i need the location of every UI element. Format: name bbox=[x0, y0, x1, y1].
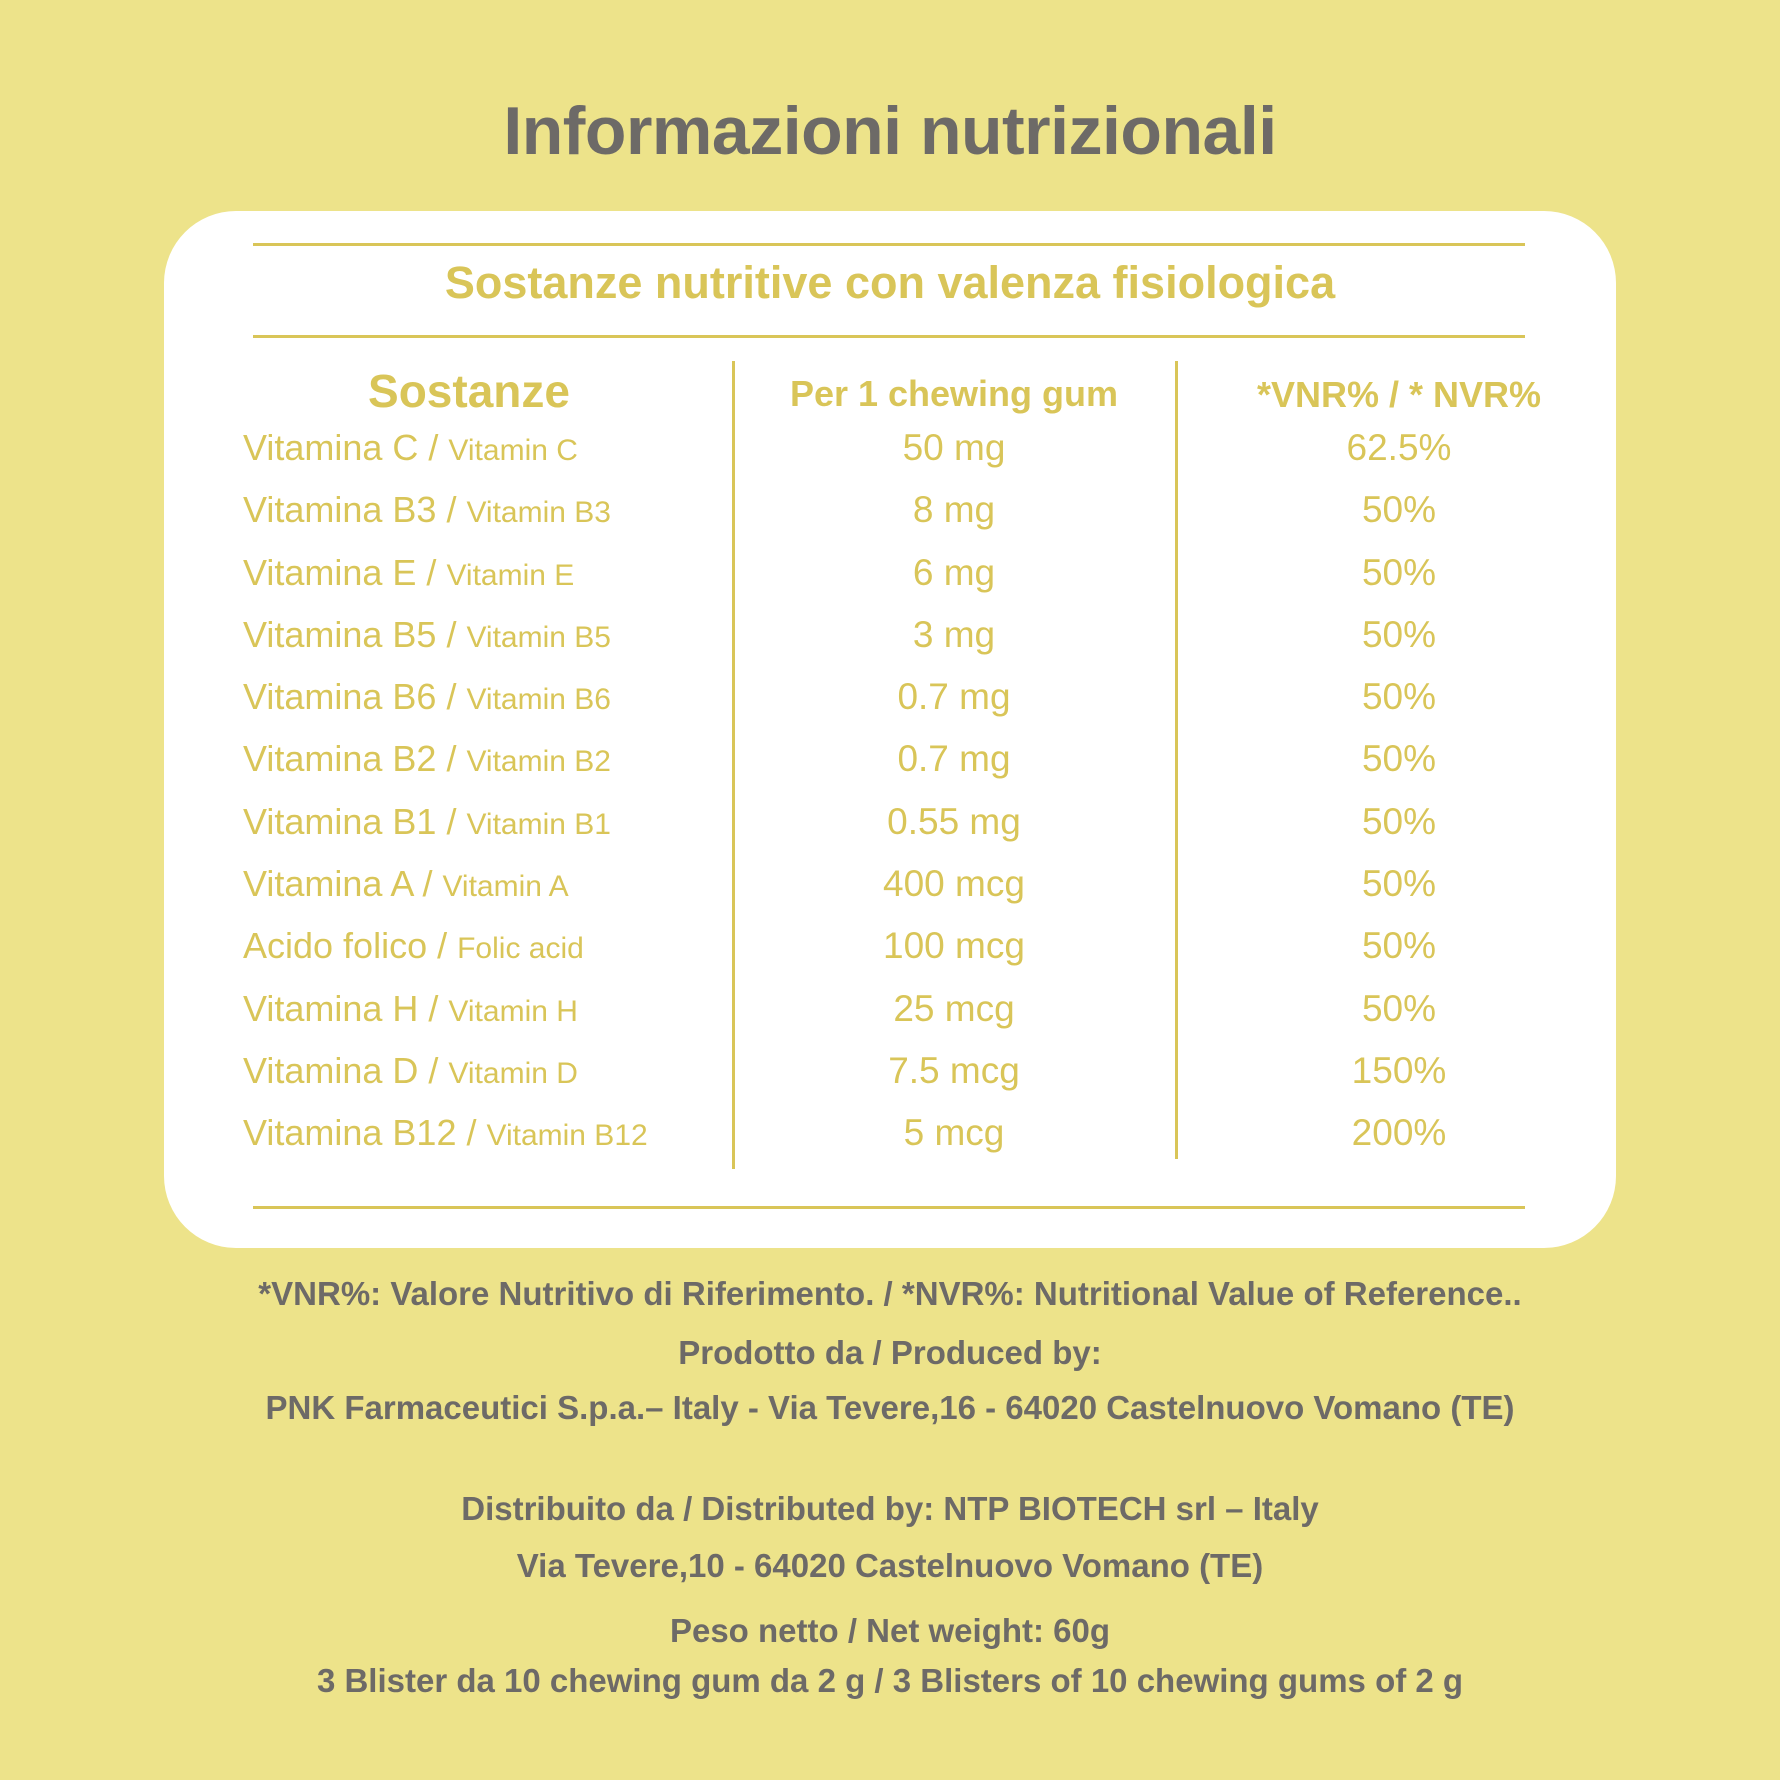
amount-cell: 3 mg bbox=[912, 613, 996, 655]
substance-en: Vitamin B12 bbox=[486, 1119, 648, 1153]
substance-cell bbox=[243, 427, 578, 469]
vnr-cell: 50% bbox=[1361, 800, 1437, 842]
column-header-vnr: *VNR% / * NVR% bbox=[1256, 374, 1542, 415]
bottom-rule bbox=[253, 1206, 1525, 1209]
substance-it: Vitamina E / bbox=[243, 551, 447, 593]
table-subtitle: Sostanze nutritive con valenza fisiologica bbox=[444, 257, 1336, 308]
substance-it: Vitamina B3 / bbox=[243, 489, 467, 531]
substance-cell bbox=[243, 1112, 648, 1154]
vnr-cell: 50% bbox=[1361, 925, 1437, 967]
table-body bbox=[164, 427, 1616, 1175]
vnr-cell: 50% bbox=[1361, 489, 1437, 531]
producer-address: PNK Farmaceutici S.p.a.– Italy - Via Tevere,16 - 64020 Castelnuovo Vomano (TE) bbox=[265, 1389, 1515, 1426]
top-rule bbox=[253, 243, 1525, 246]
vnr-cell: 50% bbox=[1361, 613, 1437, 655]
table-row bbox=[164, 1112, 1616, 1174]
substance-en: Vitamin B1 bbox=[466, 807, 611, 841]
amount-cell: 0.7 mg bbox=[897, 676, 1011, 718]
substance-it: Vitamina H / bbox=[243, 987, 449, 1029]
amount-cell: 25 mcg bbox=[893, 987, 1015, 1029]
page-title: Informazioni nutrizionali bbox=[503, 93, 1277, 169]
distributed-by: Distribuito da / Distributed by: NTP BIOTECH srl – Italy bbox=[461, 1490, 1319, 1527]
amount-cell: 7.5 mcg bbox=[888, 1049, 1020, 1091]
table-row bbox=[164, 489, 1616, 551]
subtitle-rule bbox=[253, 335, 1525, 338]
column-header-substance: Sostanze bbox=[368, 365, 570, 417]
substance-cell bbox=[243, 489, 611, 531]
substance-en: Folic acid bbox=[457, 932, 584, 966]
table-row bbox=[164, 614, 1616, 676]
blister-info: 3 Blister da 10 chewing gum da 2 g / 3 Blisters of 10 chewing gums of 2 g bbox=[316, 1662, 1464, 1699]
substance-en: Vitamin B3 bbox=[466, 496, 611, 530]
table-row bbox=[164, 738, 1616, 800]
table-row bbox=[164, 676, 1616, 738]
table-row bbox=[164, 863, 1616, 925]
amount-cell: 5 mcg bbox=[903, 1112, 1005, 1154]
substance-en: Vitamin A bbox=[442, 870, 569, 904]
table-row bbox=[164, 801, 1616, 863]
produced-by-label: Prodotto da / Produced by: bbox=[678, 1334, 1102, 1371]
substance-en: Vitamin B2 bbox=[466, 745, 611, 779]
substance-it: Acido folico / bbox=[243, 925, 458, 967]
vnr-cell: 50% bbox=[1361, 738, 1437, 780]
substance-it: Vitamina A / bbox=[243, 863, 443, 905]
substance-en: Vitamin H bbox=[448, 994, 578, 1028]
substance-cell bbox=[243, 801, 611, 843]
substance-en: Vitamin D bbox=[448, 1056, 578, 1090]
substance-cell bbox=[243, 988, 578, 1030]
substance-cell bbox=[243, 552, 574, 594]
nutrition-table-card bbox=[164, 211, 1616, 1248]
substance-en: Vitamin B5 bbox=[466, 620, 611, 654]
net-weight: Peso netto / Net weight: 60g bbox=[669, 1612, 1111, 1649]
table-row bbox=[164, 427, 1616, 489]
vnr-footnote: *VNR%: Valore Nutritivo di Riferimento. / *NVR%: Nutritional Value of Reference.. bbox=[258, 1275, 1522, 1312]
amount-cell: 6 mg bbox=[912, 551, 996, 593]
table-row bbox=[164, 925, 1616, 987]
column-header-amount: Per 1 chewing gum bbox=[789, 373, 1119, 414]
amount-cell: 50 mg bbox=[902, 427, 1006, 468]
substance-cell bbox=[243, 863, 569, 905]
substance-it: Vitamina C / bbox=[243, 427, 449, 468]
substance-cell bbox=[243, 614, 611, 656]
table-row bbox=[164, 552, 1616, 614]
substance-en: Vitamin C bbox=[448, 434, 578, 467]
vnr-cell: 50% bbox=[1361, 676, 1437, 718]
amount-cell: 0.7 mg bbox=[897, 738, 1011, 780]
amount-cell: 100 mcg bbox=[883, 925, 1025, 967]
amount-cell: 0.55 mg bbox=[887, 800, 1021, 842]
vnr-cell: 200% bbox=[1351, 1112, 1447, 1154]
table-row bbox=[164, 988, 1616, 1050]
substance-it: Vitamina B12 / bbox=[243, 1112, 487, 1154]
substance-it: Vitamina B6 / bbox=[243, 676, 467, 718]
substance-cell bbox=[243, 1050, 578, 1092]
vnr-cell: 50% bbox=[1361, 987, 1437, 1029]
vnr-cell: 150% bbox=[1351, 1049, 1447, 1091]
amount-cell: 8 mg bbox=[912, 489, 996, 531]
amount-cell: 400 mcg bbox=[883, 863, 1025, 905]
substance-en: Vitamin B6 bbox=[466, 683, 611, 717]
substance-it: Vitamina B2 / bbox=[243, 738, 467, 780]
substance-cell bbox=[243, 925, 584, 967]
substance-cell bbox=[243, 738, 611, 780]
substance-en: Vitamin E bbox=[446, 558, 575, 592]
substance-it: Vitamina D / bbox=[243, 1049, 449, 1091]
vnr-cell: 50% bbox=[1361, 551, 1437, 593]
vnr-cell: 62.5% bbox=[1346, 427, 1452, 468]
substance-it: Vitamina B1 / bbox=[243, 800, 467, 842]
substance-it: Vitamina B5 / bbox=[243, 613, 467, 655]
distributor-address: Via Tevere,10 - 64020 Castelnuovo Vomano (TE) bbox=[516, 1547, 1264, 1584]
vnr-cell: 50% bbox=[1361, 863, 1437, 905]
substance-cell bbox=[243, 676, 611, 718]
table-row bbox=[164, 1050, 1616, 1112]
